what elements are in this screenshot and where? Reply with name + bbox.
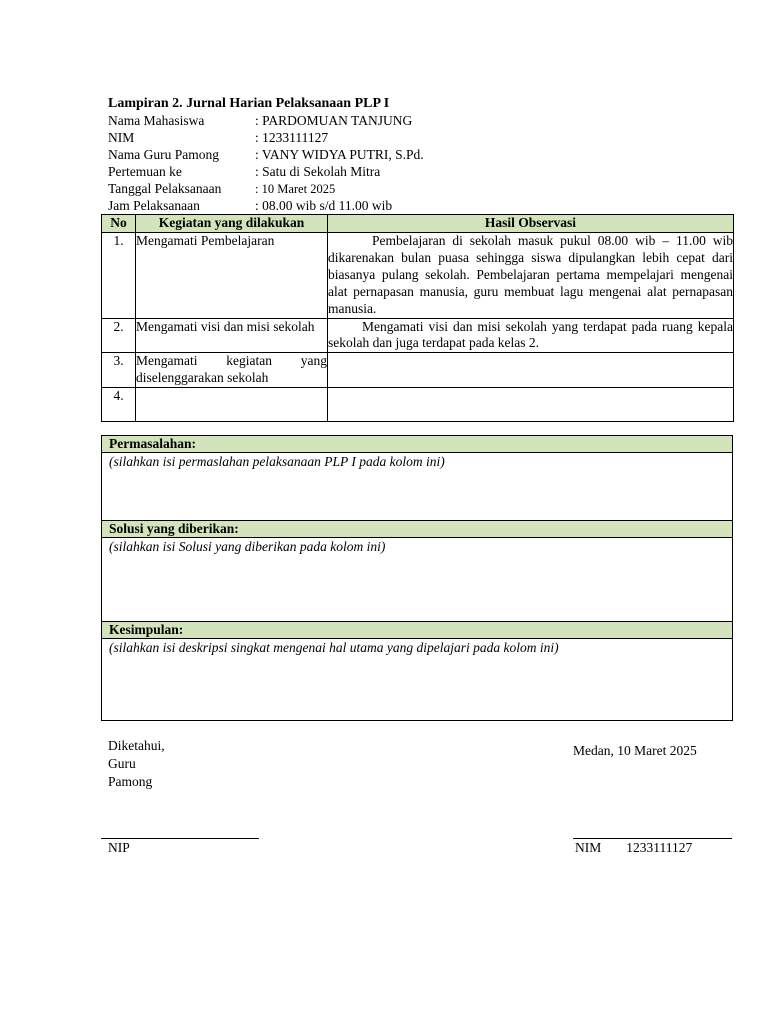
info-value: : VANY WIDYA PUTRI, S.Pd.	[255, 146, 424, 162]
info-label: Pertemuan ke	[108, 163, 182, 179]
cell-no: 3.	[102, 353, 136, 388]
table-header-row	[102, 215, 734, 233]
cell-kegiatan: Mengamati visi dan misi sekolah	[136, 318, 328, 353]
cell-no: 2.	[102, 318, 136, 353]
info-row-pertemuan	[108, 164, 424, 181]
signature-line-right	[573, 838, 732, 839]
pamong-text: Pamong	[108, 774, 153, 789]
info-value: : 10 Maret 2025	[255, 181, 336, 196]
info-label: Nama Mahasiswa	[108, 113, 205, 128]
document-title: Lampiran 2. Jurnal Harian Pelaksanaan PLP I	[108, 96, 390, 111]
table-row	[102, 353, 734, 388]
info-row-guru	[108, 147, 424, 164]
cell-hasil[interactable]	[328, 353, 734, 388]
cell-hasil: Mengamati visi dan misi sekolah yang terdapat pada ruang kepala sekolah dan juga terdapat pada kelas 2.	[328, 318, 734, 353]
header-kegiatan: Kegiatan yang dilakukan	[136, 215, 328, 233]
nim-value: 1233111127	[626, 840, 693, 855]
info-label: NIM	[108, 129, 135, 145]
diketahui-text: Diketahui,	[108, 738, 165, 753]
observation-table	[101, 214, 734, 422]
info-label: Nama Guru Pamong	[108, 146, 219, 162]
permasalahan-heading: Permasalahan:	[102, 436, 732, 453]
info-value: : 1233111127	[255, 129, 329, 145]
table-row	[102, 233, 734, 319]
table-row	[102, 388, 734, 422]
cell-kegiatan: Mengamati Pembelajaran	[136, 233, 328, 319]
kesimpulan-field[interactable]: (silahkan isi deskripsi singkat mengenai hal utama yang dipelajari pada kolom ini)	[109, 640, 559, 655]
info-label: Jam Pelaksanaan	[108, 197, 200, 213]
cell-hasil: Pembelajaran di sekolah masuk pukul 08.00 wib – 11.00 wib dikarenakan bulan puasa sehingga siswa dipulangkan lebih cepat dari biasanya pulang sekolah. Pembelajaran pertama mempelajari mengenai alat pernapasan manusia, guru membuat lagu mengenai alat pernapasan manusia.	[328, 233, 734, 319]
guru-text: Guru	[108, 756, 136, 771]
signature-line-left	[101, 838, 259, 839]
info-row-nim	[108, 130, 424, 147]
info-row-jam	[108, 198, 424, 215]
nim-block	[575, 840, 692, 856]
info-value: : 08.00 wib s/d 11.00 wib	[255, 197, 393, 213]
nip-label: NIP	[108, 840, 130, 855]
info-value: : PARDOMUAN TANJUNG	[255, 113, 413, 128]
cell-no: 4.	[102, 388, 136, 422]
solusi-heading: Solusi yang diberikan:	[102, 520, 732, 538]
place-date: Medan, 10 Maret 2025	[573, 743, 697, 758]
cell-kegiatan: Mengamati kegiatan yang diselenggarakan sekolah	[136, 353, 328, 388]
nim-label: NIM	[575, 840, 602, 855]
header-hasil: Hasil Observasi	[328, 215, 734, 233]
notes-box	[101, 435, 733, 721]
cell-no: 1.	[102, 233, 136, 319]
header-no: No	[102, 215, 136, 233]
cell-hasil[interactable]	[328, 388, 734, 422]
info-label: Tanggal Pelaksanaan	[108, 180, 222, 196]
info-value: : Satu di Sekolah Mitra	[255, 163, 381, 179]
kesimpulan-heading: Kesimpulan:	[102, 621, 732, 639]
info-block	[108, 113, 424, 214]
info-row-tanggal	[108, 181, 424, 198]
cell-kegiatan[interactable]	[136, 388, 328, 422]
permasalahan-field[interactable]: (silahkan isi permaslahan pelaksanaan PLP I pada kolom ini)	[109, 454, 445, 469]
table-row	[102, 318, 734, 353]
signature-left	[108, 737, 165, 791]
info-row-nama	[108, 113, 424, 130]
solusi-field[interactable]: (silahkan isi Solusi yang diberikan pada kolom ini)	[109, 539, 386, 554]
